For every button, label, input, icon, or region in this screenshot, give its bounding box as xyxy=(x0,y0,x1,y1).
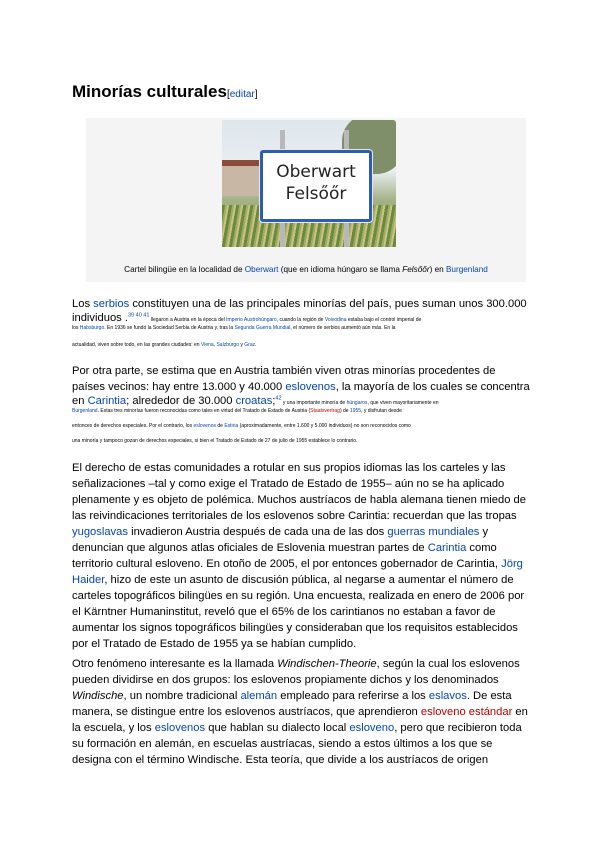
link-burgenland[interactable]: Burgenland xyxy=(72,408,98,414)
paragraph-minorias-line5: entonces de derechos especiales. Por el contrario, los eslovenos de Estiria (aproximadamente, entre 1.600 y 5.000 individuos) no son reconocidos como xyxy=(72,423,411,429)
link-staatsvertrag[interactable]: Staatsvertrag xyxy=(310,408,340,414)
paragraph-derecho-line8: Haider, hizo de este un asunto de discusión pública, al negarse a aumentar el número de xyxy=(72,574,514,586)
paragraph-derecho-line7: territorio cultural esloveno. En otoño de 2005, el por entonces gobernador de Carintia, Jörg xyxy=(72,558,523,570)
paragraph-serbios-line4: actualidad, viven sobre todo, en las grandes ciudades: en Viena, Salzburgo y Graz. xyxy=(72,342,257,348)
house-shape xyxy=(222,160,262,196)
paragraph-windische-line4: manera, se distingue entre los eslovenos austríacos, que aprendieron esloveno estándar en xyxy=(72,706,528,718)
paragraph-derecho-line2: señalizaciones –tal y como exige el Tratado de Estado de 1955– aún no se ha aplicado xyxy=(72,478,505,490)
paragraph-derecho-line11: aumentar los signos topográficos bilingües y consideraban que los requisitos establecidos xyxy=(72,622,518,634)
sign-photo[interactable] xyxy=(222,120,396,247)
paragraph-windische-line7: designa con el término Windische. Esta teoría, que divide a los austríacos de origen xyxy=(72,754,489,766)
link-eslavos[interactable]: eslavos xyxy=(428,690,467,702)
paragraph-serbios-line3: los Habsburgo. En 1936 se fundó la Sociedad Serbia de Austria y, tras la Segunda Guerra Mundial, el número de serbios aumentó aún más. En la xyxy=(72,325,396,331)
paragraph-derecho-line1: El derecho de estas comunidades a rotular en sus propios idiomas las los carteles y las xyxy=(72,462,506,474)
paragraph-windische-line1: Otro fenómeno interesante es la llamada Windischen-Theorie, según la cual los eslovenos xyxy=(72,658,520,670)
link-viena[interactable]: Viena xyxy=(200,342,214,348)
link-habsburgo[interactable]: Habsburgo xyxy=(79,325,105,331)
paragraph-windische-line5: la escuela, y los eslovenos que hablan su dialecto local esloveno, pero que recibieron toda xyxy=(72,722,522,734)
paragraph-derecho-line10: el Kärntner Humaninstitut, reveló que el 65% de los carintianos no estaban a favor de xyxy=(72,606,496,618)
figure xyxy=(86,118,526,282)
link-voivodina[interactable]: Voivodina xyxy=(324,317,347,323)
figure-caption: Cartel bilingüe en la localidad de Oberwart (que en idioma húngaro se llama Felsőőr) en Burgenland xyxy=(124,265,488,274)
link-eslovenos-3[interactable]: eslovenos xyxy=(154,722,206,734)
link-graz[interactable]: Graz xyxy=(244,342,256,348)
edit-link[interactable]: editar xyxy=(229,89,255,100)
link-imperio[interactable]: Imperio Austrohúngaro xyxy=(226,317,277,323)
link-estiria[interactable]: Estiria xyxy=(224,423,239,429)
paragraph-minorias-line3: en Carintia; alrededor de 30.000 croatas;$^{42}$ y una importante minoría de húngaros, que viven mayoritariamente en xyxy=(72,395,439,407)
link-croatas[interactable]: croatas xyxy=(235,395,273,407)
link-carintia[interactable]: Carintia xyxy=(87,395,127,407)
paragraph-derecho-line12: por el Tratado de Estado de 1955 ya se habían cumplido. xyxy=(72,638,357,650)
link-1955[interactable]: 1955 xyxy=(349,408,362,414)
paragraph-minorias-line6: una minoría y tampoco gozan de derechos especiales, si bien el Tratado de Estado de 27 de julio de 1955 establece lo contrario. xyxy=(72,438,358,444)
paragraph-derecho-line6: denuncian que algunos atlas oficiales de Eslovenia muestran partes de Carintia como xyxy=(72,542,497,554)
paragraph-windische-line2: pueden dividirse en dos grupos: los eslovenos propiamente dichos y los denominados xyxy=(72,674,499,686)
caption-link-oberwart[interactable]: Oberwart xyxy=(244,265,279,274)
link-eslovenos-2[interactable]: eslovenos xyxy=(193,423,216,429)
paragraph-minorias-line1: Por otra parte, se estima que en Austria también viven otras minorías procedentes de xyxy=(72,365,496,377)
paragraph-windische-line6: su formación en alemán, en escuelas austríacas, siendo a estos últimos a los que se xyxy=(72,738,493,750)
link-segunda-guerra[interactable]: Segunda Guerra Mundial xyxy=(234,325,291,331)
link-jorg[interactable]: Jörg xyxy=(501,558,523,570)
link-serbios[interactable]: serbios xyxy=(93,298,130,310)
link-esloveno-estandar[interactable]: esloveno estándar xyxy=(420,706,513,718)
paragraph-derecho-line5: yugoslavas invadieron Austria después de cada una de las dos guerras mundiales y xyxy=(72,526,489,538)
paragraph-derecho-line9: carteles topográficos bilingües en su región. Una encuesta, realizada en enero de 2006 por xyxy=(72,590,525,602)
link-guerras-mundiales[interactable]: guerras mundiales xyxy=(387,526,480,538)
ref-sup[interactable]: 42 xyxy=(275,395,282,402)
link-yugoslavas[interactable]: yugoslavas xyxy=(72,526,128,538)
paragraph-serbios-line2: individuos .$^{39 40 41}$ llegaron a Austria en la época del Imperio Austrohúngaro, cuando la región de Voivodina estaba bajo el control imperial de xyxy=(72,312,422,324)
link-salzburgo[interactable]: Salzburgo xyxy=(216,342,239,348)
paragraph-derecho-line3: plenamente y es objeto de polémica. Muchos austríacos de habla alemana tienen miedo de xyxy=(72,494,527,506)
link-esloveno[interactable]: esloveno xyxy=(349,722,395,734)
caption-link-burgenland[interactable]: Burgenland xyxy=(445,265,488,274)
paragraph-derecho-line4: las reivindicaciones territoriales de los eslovenos sobre Carintia: recuerdan que las tropas xyxy=(72,510,517,522)
link-carintia-2[interactable]: Carintia xyxy=(427,542,467,554)
sign-text-line2: Felsőőr xyxy=(285,184,347,204)
sign-text-line1: Oberwart xyxy=(276,162,356,182)
paragraph-windische-line3: Windische, un nombre tradicional alemán empleado para referirse a los eslavos. De esta xyxy=(72,690,512,702)
link-hungaros[interactable]: húngaros xyxy=(346,400,368,406)
section-heading: Minorías culturales[editar] xyxy=(72,82,258,101)
paragraph-minorias-line4: Burgenland. Estas tres minorías fueron reconocidas como tales en virtud del Tratado de Estado de Austria (Staatsvertrag) de 1955, y disfrutan desde xyxy=(72,408,402,414)
link-haider[interactable]: Haider xyxy=(72,574,105,586)
paragraph-minorias-line2: países vecinos: hay entre 13.000 y 40.000 eslovenos, la mayoría de los cuales se concentra xyxy=(72,381,530,393)
paragraph-serbios-line1: Los serbios constituyen una de las principales minorías del país, pues suman unos 300.000 xyxy=(72,298,527,310)
link-aleman[interactable]: alemán xyxy=(240,690,278,702)
section-title: Minorías culturales xyxy=(72,82,227,101)
town-sign xyxy=(260,150,372,222)
ref-sup[interactable]: 39 40 41 xyxy=(127,312,150,319)
link-eslovenos[interactable]: eslovenos xyxy=(285,381,336,393)
